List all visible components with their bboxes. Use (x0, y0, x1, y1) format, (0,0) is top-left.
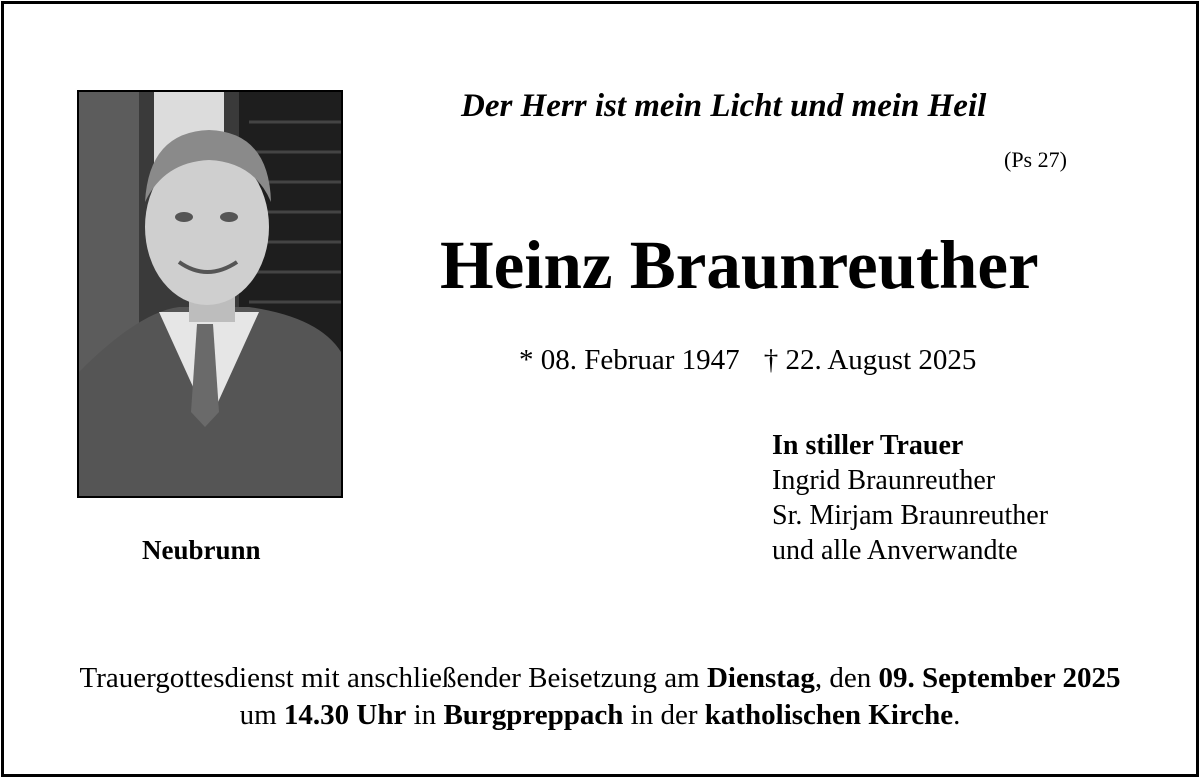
service-text: Trauergottesdienst mit anschließender Beisetzung am (79, 662, 707, 694)
service-line-1 (4, 660, 1196, 697)
death-date: † 22. August 2025 (763, 344, 977, 376)
mourners-heading: In stiller Trauer (772, 430, 964, 461)
service-town: Burgpreppach (443, 699, 624, 731)
service-church: katholischen Kirche (704, 699, 954, 731)
service-text: in (406, 699, 444, 731)
life-dates (519, 344, 976, 377)
portrait-photo (77, 90, 343, 498)
mourner-name: Sr. Mirjam Braunreuther (772, 500, 1049, 531)
hometown: Neubrunn (142, 535, 261, 565)
bible-verse: Der Herr ist mein Licht und mein Heil (461, 88, 987, 124)
mourner-name: Ingrid Braunreuther (772, 465, 996, 496)
obituary-notice (1, 1, 1199, 777)
service-text: , den (814, 662, 879, 694)
service-time: 14.30 Uhr (283, 699, 407, 731)
funeral-service-info (4, 660, 1196, 734)
mourners-block (772, 428, 1048, 568)
service-day: Dienstag (706, 662, 815, 694)
service-text: um (239, 699, 284, 731)
service-text: in der (623, 699, 705, 731)
service-line-2 (4, 697, 1196, 734)
service-text: . (953, 699, 961, 731)
birth-date: * 08. Februar 1947 (519, 344, 740, 376)
verse-reference: (Ps 27) (1004, 147, 1067, 172)
deceased-name: Heinz Braunreuther (440, 227, 1039, 303)
mourner-name: und alle Anverwandte (772, 535, 1018, 566)
portrait-image (79, 92, 341, 496)
service-date: 09. September 2025 (878, 662, 1121, 694)
